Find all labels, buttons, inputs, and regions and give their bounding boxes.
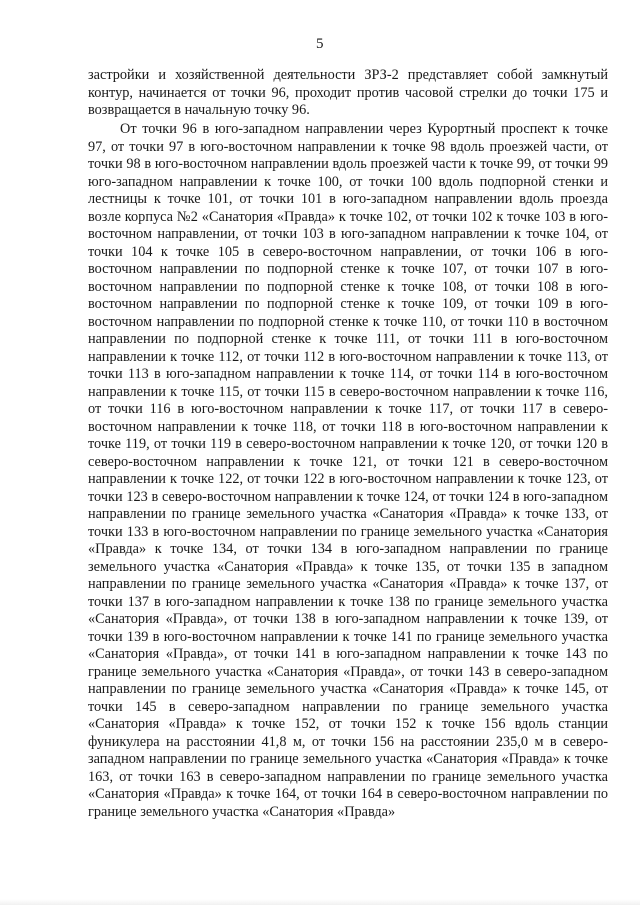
paragraph-boundary-description [88,121,608,821]
paragraph-text: застройки и хозяйственной деятельности ЗРЗ-2 представляет собой замкнутый контур, начинается от точки 96, проходит против часовой стрелки до точки 175 и возвращается в начальную точку 96. [88,67,608,118]
scan-bottom-edge [0,899,640,905]
paragraph-text: От точки 96 в юго-западном направлении через Курортный проспект к точке 97, от точки 97 в юго-восточном направлении к точке 98 вдоль проезжей части, от точки 98 в юго-восточном направлении вдоль проезжей части к точке 99, от точки 99 юго-западном направлении к точке 100, от точки 100 вдоль подпорной стенки и лестницы к точке 101, от точки 101 в юго-западном направлении вдоль проезда возле корпуса №2 «Санатория «Правда» к точке 102, от точки 102 к точке 103 в юго-восточном направлении, от точки 103 в юго-западном направлении к точке 104, от точки 104 к точке 105 в северо-восточном направлении, от точки 106 в юго-восточном направлении по подпорной стенке к точке 107, от точки 107 в юго-восточном направлении по подпорной стенке к точке 108, от точки 108 в юго-восточном направлении по подпорной стенке к точке 109, от точки 109 в юго-восточном направлении по подпорной стенке к точке 110, от точки 110 в восточном направлении по подпорной стенке к точке 111, от точки 111 в юго-восточном направлении к точке 112, от точки 112 в юго-восточном направлении к точке 113, от точки 113 в юго-западном направлении к точке 114, от точки 114 в юго-восточном направлении к точке 115, от точки 115 в северо-восточном направлении к точке 116, от точки 116 в юго-восточном направлении к точке 117, от точки 117 в северо-восточном направлении к точке 118, от точки 118 в юго-восточном направлении к точке 119, от точки 119 в северо-восточном направлении к точке 120, от точки 120 в северо-восточном направлении к точке 121, от точки 121 в северо-восточном направлении к точке 122, от точки 122 в юго-восточном направлении к точке 123, от точки 123 в северо-восточном направлении к точке 124, от точки 124 в юго-западном направлении по границе земельного участка «Санатория «Правда» к точке 133, от точки 133 в юго-восточном направлении по границе земельного участка «Санатория «Правда» к точке 134, от точки 134 в юго-западном направлении по границе земельного участка «Санатория «Правда» к точке 135, от точки 135 в западном направлении по границе земельного участка «Санатория «Правда» к точке 137, от точки 137 в юго-западном направлении к точке 138 по границе земельного участка «Санатория «Правда», от точки 138 в юго-западном направлении к точке 139, от точки 139 в юго-восточном направлении к точке 141 по границе земельного участка «Санатория «Правда», от точки 141 в юго-западном направлении к точке 143 по границе земельного участка «Санатория «Правда», от точки 143 в северо-западном направлении по границе земельного участка «Санатория «Правда» к точке 145, от точки 145 в северо-западном направлении по границе земельного участка «Санатория «Правда» к точке 152, от точки 152 к точке 156 вдоль станции фуникулера на расстоянии 41,8 м, от точки 156 на расстоянии 235,0 м в северо-западном направлении по границе земельного участка «Санатория «Правда» к точке 163, от точки 163 в северо-западном направлении по границе земельного участка «Санатория «Правда» к точке 164, от точки 164 в северо-восточном направлении по границе земельного участка «Санатория «Правда» [88,121,608,820]
page-number: 5 [316,36,324,52]
paragraph-contour-intro [88,67,608,120]
